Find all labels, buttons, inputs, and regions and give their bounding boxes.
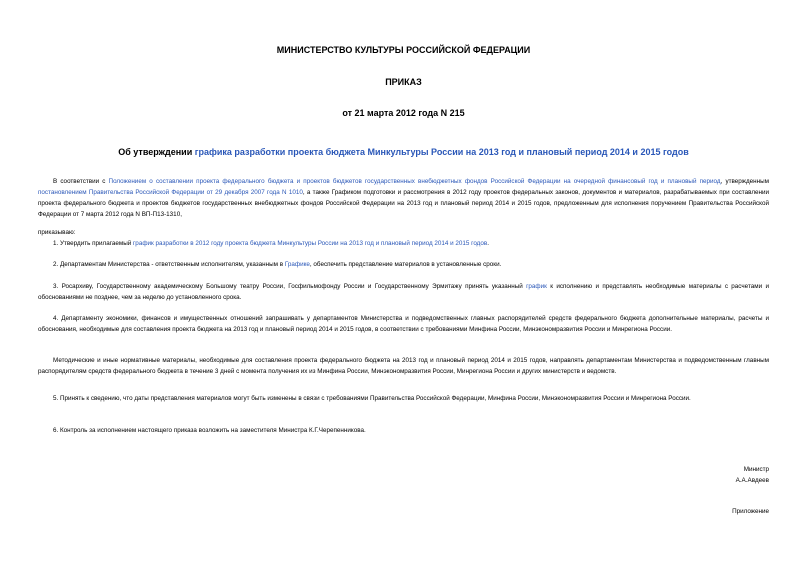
item-2-end: , обеспечить представление материалов в установленные сроки. (309, 261, 502, 268)
grafik-link[interactable]: Графике (284, 261, 310, 268)
item-2-text: 2. Департаментам Министерства - ответственным исполнителям, указанным в (53, 261, 285, 268)
item-1 (38, 238, 769, 249)
preamble-text-1: В соответствии с (53, 178, 109, 185)
preamble-text-2: , утвержденным (720, 178, 769, 185)
preamble-text-3: , а также Графиком подготовки и рассмотрения в 2012 году проектов федеральных законов, документов и материалов, разрабатываемых при составлении проекта федерального бюджета и проектов бюджетов государственных внебюджетных фондов Российской Федерации на 2013 год и плановый период 2014 и 2015 годов, предложенным для исполнения поручением Правительства Российской Федерации от 7 марта 2012 года N ВП-П13-1310, (38, 189, 770, 218)
title-prefix: Об утверждении (118, 147, 195, 157)
item-6: 6. Контроль за исполнением настоящего приказа возложить на заместителя Министра К.Г.Черепенникова. (53, 427, 366, 434)
item-2 (38, 259, 769, 270)
item-4-methodology: Методические и иные нормативные материалы, необходимые для составления проекта федерального бюджета на 2013 год и плановый период 2014 и 2015 годов, направлять департаментам Министерства и подведомственным главным распорядителям средств федерального бюджета в течение 3 дней с момента получения их из Минфина России, Минэкономразвития России, Минрегиона России и других министерств и ведомств. (38, 357, 769, 375)
resolution-link[interactable]: постановлением Правительства Российской Федерации от 29 декабря 2007 года N 1010 (38, 189, 303, 196)
orders-label: приказываю: (38, 229, 76, 236)
signature-position: Министр (743, 466, 769, 473)
item-3-end: к исполнению и представлять необходимые материалы с расчетами и обоснованиями не позднее, чем за неделю до установленного срока. (38, 283, 769, 301)
appendix-label: Приложение (732, 508, 769, 515)
schedule-link[interactable]: график разработки в 2012 году проекта бюджета Минкультуры России на 2013 год и плановый период 2014 и 2015 годов (133, 240, 488, 247)
order-heading: ПРИКАЗ (385, 77, 422, 87)
order-date: от 21 марта 2012 года N 215 (342, 108, 465, 118)
item-1-end: . (487, 240, 489, 247)
item-4: 4. Департаменту экономики, финансов и имущественных отношений запрашивать у департаментов Министерства и подведомственных главных распорядителей средств федерального бюджета дополнительные материалы, расчеты и обоснования, необходимые для составления проекта бюджета на 2013 год и плановый период 2014 и 2015 годов, в соответствии с требованиями Минфина России, Минэкономразвития России и Минрегиона России. (38, 315, 769, 333)
signature-name: А.А.Авдеев (735, 477, 769, 484)
order-title (0, 147, 807, 157)
item-1-text: 1. Утвердить прилагаемый (53, 240, 134, 247)
item-3 (38, 281, 769, 303)
item-3-text: 3. Росархиву, Государственному академическому Большому театру России, Госфильмофонду России и Государственному Эрмитажу принять указанный (53, 283, 527, 290)
regulation-link[interactable]: Положением о составлении проекта федерального бюджета и проектов бюджетов государственных внебюджетных фондов Российской Федерации на очередной финансовый год и плановый период (108, 178, 721, 185)
preamble-paragraph (38, 176, 769, 220)
ministry-heading: МИНИСТЕРСТВО КУЛЬТУРЫ РОССИЙСКОЙ ФЕДЕРАЦИИ (276, 45, 531, 55)
title-link[interactable]: графика разработки проекта бюджета Минкультуры России на 2013 год и плановый период 2014 и 2015 годов (194, 147, 689, 157)
grafik-link-2[interactable]: график (526, 283, 547, 290)
item-5: 5. Принять к сведению, что даты представления материалов могут быть изменены в связи с требованиями Правительства Российской Федерации, Минфина России, Минэкономразвития России и Минрегиона России. (53, 395, 691, 402)
